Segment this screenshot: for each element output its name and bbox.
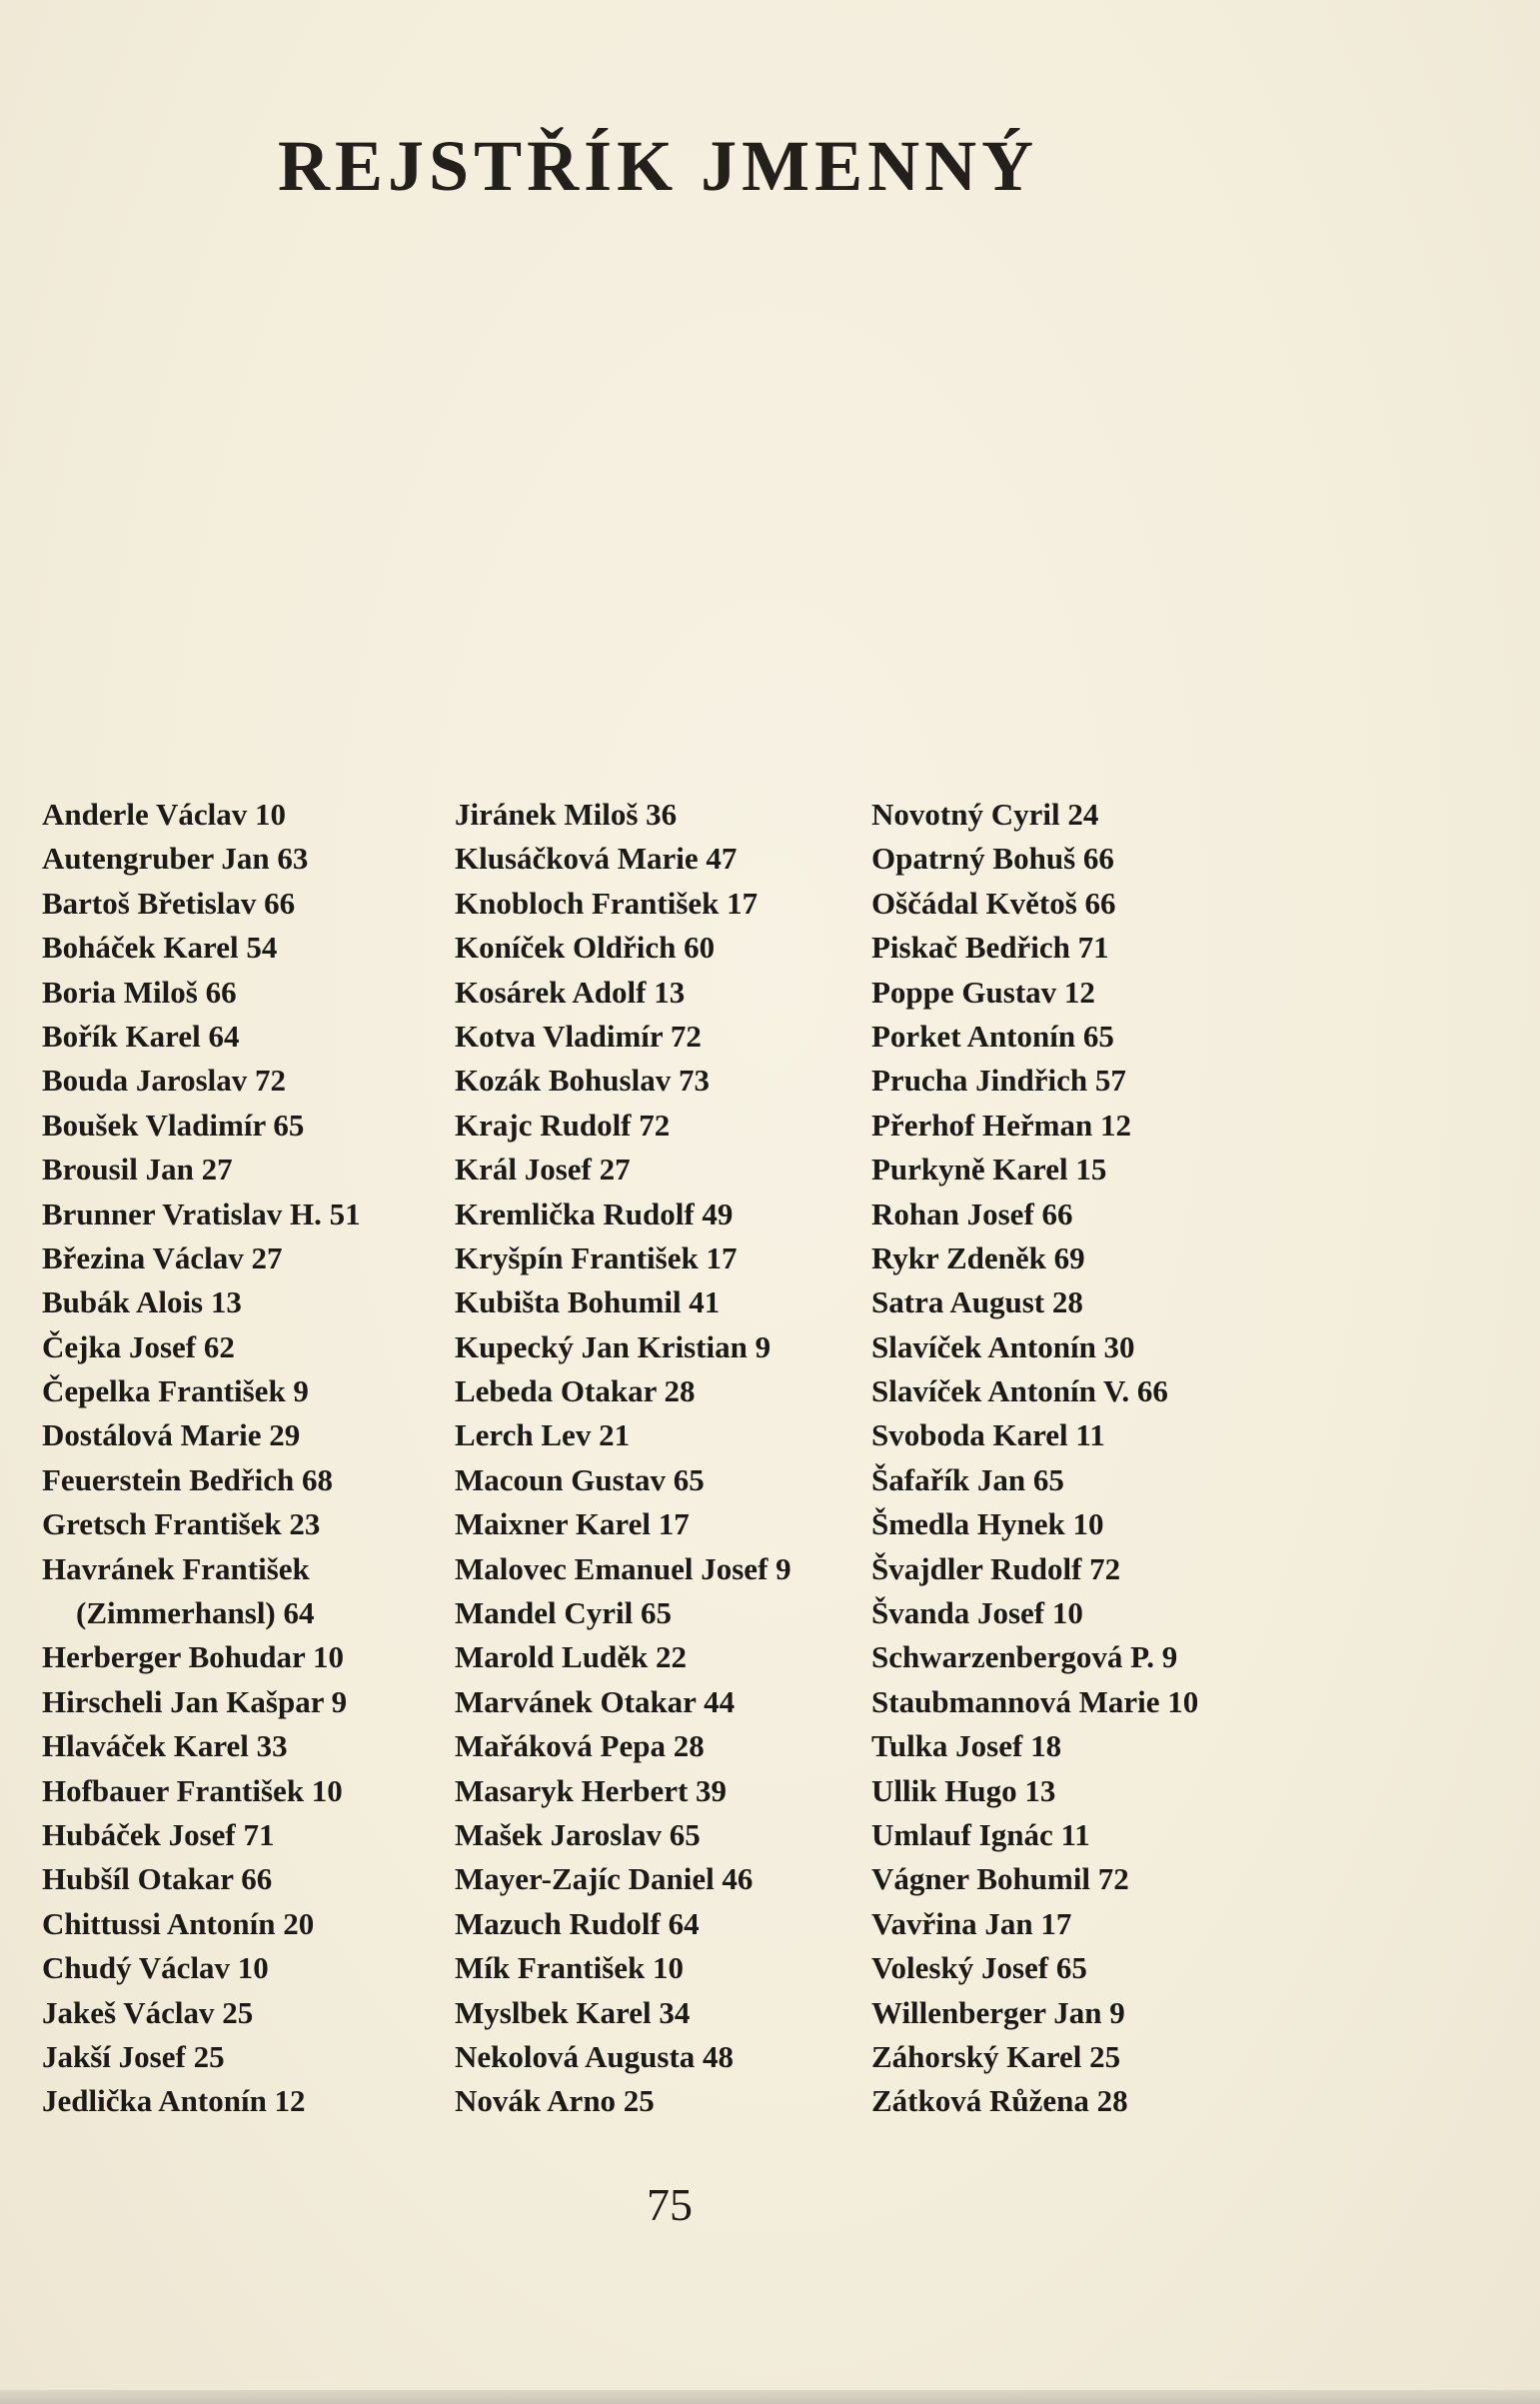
index-entry: (Zimmerhansl) 64 [76, 1595, 315, 1631]
index-entry: Knobloch František 17 [455, 885, 759, 921]
index-entry: Autengruber Jan 63 [42, 841, 309, 877]
index-entry: Svoboda Karel 11 [871, 1417, 1105, 1453]
index-entry: Krajc Rudolf 72 [455, 1107, 671, 1143]
index-entry: Vavřina Jan 17 [871, 1905, 1072, 1941]
index-entry: Rykr Zdeněk 69 [871, 1239, 1085, 1275]
index-entry: Záhorský Karel 25 [871, 2038, 1121, 2074]
index-entry: Boria Miloš 66 [42, 974, 237, 1010]
index-entry: Marold Luděk 22 [455, 1639, 687, 1675]
index-entry: Kupecký Jan Kristian 9 [455, 1328, 771, 1364]
index-entry: Umlauf Ignác 11 [871, 1816, 1090, 1852]
index-entry: Feuerstein Bedřich 68 [42, 1461, 334, 1497]
index-entry: Poppe Gustav 12 [871, 974, 1095, 1010]
index-entry: Březina Václav 27 [42, 1239, 283, 1275]
index-entry: Hlaváček Karel 33 [42, 1728, 288, 1764]
index-entry: Nekolová Augusta 48 [455, 2038, 735, 2074]
index-entry: Malovec Emanuel Josef 9 [455, 1550, 791, 1586]
index-entry: Kryšpín František 17 [455, 1239, 738, 1275]
index-entry: Mašek Jaroslav 65 [455, 1816, 701, 1852]
index-entry: Přerhof Heřman 12 [871, 1107, 1131, 1143]
index-entry: Maixner Karel 17 [455, 1506, 690, 1542]
index-entry: Hofbauer František 10 [42, 1772, 343, 1808]
index-entry: Novák Arno 25 [455, 2083, 655, 2119]
index-entry: Mařáková Pepa 28 [455, 1728, 705, 1764]
index-entry: Opatrný Bohuš 66 [871, 841, 1114, 877]
index-entry: Hubáček Josef 71 [42, 1816, 275, 1852]
index-entry: Klusáčková Marie 47 [455, 841, 738, 877]
index-entry: Kozák Bohuslav 73 [455, 1063, 710, 1099]
index-entry: Masaryk Herbert 39 [455, 1772, 728, 1808]
index-entry: Mayer-Zajíc Daniel 46 [455, 1861, 754, 1897]
index-entry: Švanda Josef 10 [871, 1595, 1083, 1631]
index-column-3 [871, 793, 1198, 2124]
index-entry: Mazuch Rudolf 64 [455, 1905, 700, 1941]
index-entry: Jedlička Antonín 12 [42, 2083, 306, 2119]
index-entry: Vágner Bohumil 72 [871, 1861, 1129, 1897]
index-entry: Čejka Josef 62 [42, 1328, 235, 1364]
index-column-1 [42, 793, 361, 2124]
index-entry: Šafařík Jan 65 [871, 1461, 1064, 1497]
index-entry: Dostálová Marie 29 [42, 1417, 301, 1453]
index-entry: Jakeš Václav 25 [42, 1994, 254, 2030]
index-entry: Brousil Jan 27 [42, 1152, 233, 1188]
index-entry: Novotný Cyril 24 [871, 797, 1099, 832]
index-entry: Koníček Oldřich 60 [455, 930, 716, 966]
page-bottom-edge [0, 2390, 1540, 2404]
index-entry: Oščádal Květoš 66 [871, 885, 1116, 921]
index-entry: Kotva Vladimír 72 [455, 1018, 702, 1054]
index-entry: Kubišta Bohumil 41 [455, 1284, 721, 1320]
index-entry: Švajdler Rudolf 72 [871, 1550, 1121, 1586]
index-entry: Čepelka František 9 [42, 1373, 309, 1409]
index-entry: Boušek Vladimír 65 [42, 1107, 305, 1143]
index-entry: Brunner Vratislav H. 51 [42, 1196, 361, 1231]
index-entry: Lebeda Otakar 28 [455, 1373, 696, 1409]
index-entry: Jakší Josef 25 [42, 2038, 225, 2074]
index-entry: Hubšíl Otakar 66 [42, 1861, 273, 1897]
index-entry: Bartoš Břetislav 66 [42, 885, 296, 921]
index-entry: Willenberger Jan 9 [871, 1994, 1125, 2030]
index-entry: Purkyně Karel 15 [871, 1152, 1107, 1188]
index-entry: Schwarzenbergová P. 9 [871, 1639, 1178, 1675]
index-entry: Chudý Václav 10 [42, 1950, 269, 1986]
index-entry: Bořík Karel 64 [42, 1018, 240, 1054]
index-entry: Slavíček Antonín 30 [871, 1328, 1135, 1364]
index-entry: Chittussi Antonín 20 [42, 1905, 315, 1941]
index-entry: Lerch Lev 21 [455, 1417, 631, 1453]
index-entry: Myslbek Karel 34 [455, 1994, 691, 2030]
index-entry: Král Josef 27 [455, 1152, 631, 1188]
index-entry: Tulka Josef 18 [871, 1728, 1062, 1764]
index-entry: Anderle Václav 10 [42, 797, 286, 832]
index-entry: Mandel Cyril 65 [455, 1595, 672, 1631]
index-entry: Havránek František [42, 1550, 310, 1586]
index-entry: Staubmannová Marie 10 [871, 1683, 1199, 1719]
index-entry: Voleský Josef 65 [871, 1950, 1087, 1986]
page-number: 75 [647, 2179, 693, 2230]
index-entry: Hirscheli Jan Kašpar 9 [42, 1683, 348, 1719]
index-entry: Porket Antonín 65 [871, 1018, 1114, 1054]
index-entry: Marvánek Otakar 44 [455, 1683, 736, 1719]
index-entry: Satra August 28 [871, 1284, 1083, 1320]
index-entry: Mík František 10 [455, 1950, 685, 1986]
index-entry: Šmedla Hynek 10 [871, 1506, 1104, 1542]
index-entry: Gretsch František 23 [42, 1506, 321, 1542]
index-entry: Prucha Jindřich 57 [871, 1063, 1126, 1099]
index-column-2 [455, 793, 791, 2124]
index-entry: Ullik Hugo 13 [871, 1772, 1056, 1808]
index-entry: Kremlička Rudolf 49 [455, 1196, 734, 1231]
index-entry: Bubák Alois 13 [42, 1284, 242, 1320]
index-entry: Boháček Karel 54 [42, 930, 278, 966]
index-entry: Jiránek Miloš 36 [455, 797, 678, 832]
page-title: REJSTŘÍK JMENNÝ [278, 126, 1039, 206]
index-entry: Macoun Gustav 65 [455, 1461, 705, 1497]
index-entry: Bouda Jaroslav 72 [42, 1063, 287, 1099]
index-entry: Slavíček Antonín V. 66 [871, 1373, 1168, 1409]
index-entry: Herberger Bohudar 10 [42, 1639, 344, 1675]
index-entry: Rohan Josef 66 [871, 1196, 1073, 1231]
index-entry: Zátková Růžena 28 [871, 2083, 1128, 2119]
index-entry: Piskač Bedřich 71 [871, 930, 1109, 966]
index-entry: Kosárek Adolf 13 [455, 974, 686, 1010]
